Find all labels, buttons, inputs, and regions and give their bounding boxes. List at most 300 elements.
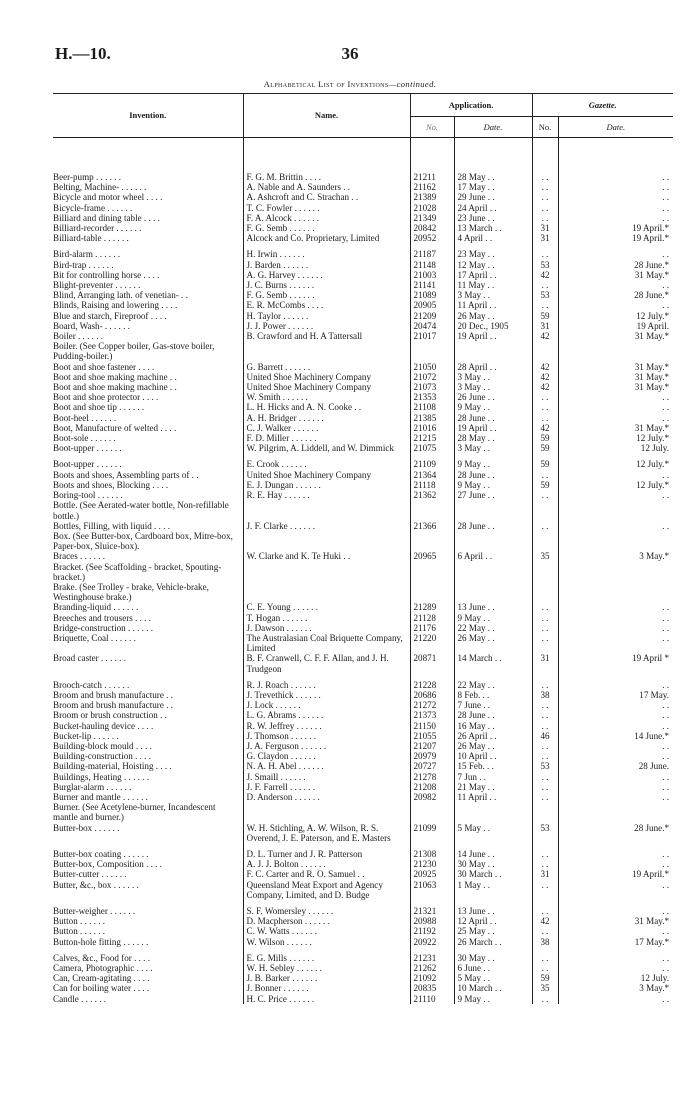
gazette-number-cell <box>532 802 558 822</box>
application-number-cell: 21228 <box>410 674 454 690</box>
application-date-cell: 6 April . . <box>454 551 532 561</box>
invention-cell: Board, Wash- . . . . . . <box>53 320 130 331</box>
name-cell: D. Macpherson . . . . . . <box>243 916 410 926</box>
table-row <box>53 582 673 602</box>
invention-cell: Bottle. (See Aerated-water bottle, Non-refillable bottle.) <box>53 500 229 521</box>
invention-cell: Boot and shoe protector . . . . <box>53 392 159 403</box>
table-row <box>53 203 673 213</box>
gazette-date-cell: 31 May.* <box>558 916 673 926</box>
gazette-number-cell: . . <box>532 926 558 936</box>
invention-cell: Bucket-hauling device . . . . <box>53 720 154 731</box>
gazette-date-cell: . . <box>558 192 673 202</box>
application-number-cell: 21109 <box>410 453 454 469</box>
name-cell: L. G. Abrams . . . . . . <box>243 710 410 720</box>
table-row <box>53 802 673 822</box>
table-row <box>53 880 673 900</box>
application-number-cell: 21072 <box>410 372 454 382</box>
name-cell: A. J. J. Bolton . . . . . . <box>243 859 410 869</box>
application-date-cell: 26 March . . <box>454 937 532 947</box>
gazette-number-cell: . . <box>532 772 558 782</box>
application-number-cell: 21118 <box>410 480 454 490</box>
header-app-date: Date. <box>454 117 532 138</box>
name-cell: J. Lock . . . . . . <box>243 700 410 710</box>
header-invention: Invention. <box>53 94 243 138</box>
gazette-date-cell: 31 May.* <box>558 382 673 392</box>
invention-cell: Broom or brush construction . . <box>53 710 167 721</box>
invention-cell: Blight-preventer . . . . . . <box>53 280 141 291</box>
application-date-cell <box>454 500 532 520</box>
name-cell: H. Taylor . . . . . . <box>243 311 410 321</box>
gazette-number-cell: . . <box>532 859 558 869</box>
application-number-cell: 21162 <box>410 182 454 192</box>
gazette-date-cell: . . <box>558 700 673 710</box>
application-number-cell: 21278 <box>410 772 454 782</box>
name-cell: W. Wilson . . . . . . <box>243 937 410 947</box>
name-cell: E. R. McCombs . . . . <box>243 300 410 310</box>
table-row <box>53 947 673 963</box>
application-number-cell: 20988 <box>410 916 454 926</box>
gazette-number-cell: . . <box>532 521 558 531</box>
gazette-number-cell: . . <box>532 843 558 859</box>
invention-cell: Billiard-table . . . . . . <box>53 233 129 244</box>
invention-cell: Butter, &c., box . . . . . . <box>53 879 139 890</box>
name-cell <box>243 582 410 602</box>
name-cell: F. G. M. Brittin . . . . <box>243 138 410 183</box>
gazette-number-cell: 42 <box>532 423 558 433</box>
name-cell: J. Bonner . . . . . . <box>243 983 410 993</box>
gazette-date-cell: . . <box>558 138 673 183</box>
name-cell: United Shoe Machinery Company <box>243 470 410 480</box>
gazette-date-cell: . . <box>558 613 673 623</box>
table-body <box>53 138 673 1004</box>
application-date-cell: 25 May . . <box>454 926 532 936</box>
table-row <box>53 182 673 192</box>
gazette-date-cell: 14 June.* <box>558 731 673 741</box>
table-row <box>53 602 673 612</box>
gazette-date-cell: . . <box>558 782 673 792</box>
application-number-cell: 21050 <box>410 362 454 372</box>
gazette-number-cell: 31 <box>532 223 558 233</box>
name-cell: F. G. Semb . . . . . . <box>243 290 410 300</box>
gazette-date-cell: . . <box>558 859 673 869</box>
table-row <box>53 402 673 412</box>
name-cell: E. G. Mills . . . . . . <box>243 947 410 963</box>
gazette-number-cell: . . <box>532 994 558 1004</box>
table-row <box>53 761 673 771</box>
application-number-cell: 21028 <box>410 203 454 213</box>
invention-cell: Bicycle-frame . . . . . . <box>53 202 133 213</box>
application-number-cell: 20842 <box>410 223 454 233</box>
table-row <box>53 983 673 993</box>
gazette-number-cell: 35 <box>532 551 558 561</box>
application-date-cell: 17 April . . <box>454 270 532 280</box>
table-row <box>53 973 673 983</box>
gazette-number-cell: 59 <box>532 311 558 321</box>
table-row <box>53 300 673 310</box>
table-row <box>53 674 673 690</box>
application-date-cell: 28 June . . <box>454 710 532 720</box>
application-number-cell: 20965 <box>410 551 454 561</box>
application-date-cell: 28 May . . <box>454 433 532 443</box>
application-date-cell: 26 May . . <box>454 741 532 751</box>
gazette-date-cell: 3 May.* <box>558 983 673 993</box>
table-row <box>53 362 673 372</box>
header-app-no: No. <box>410 117 454 138</box>
table-row <box>53 233 673 243</box>
table-row <box>53 341 673 361</box>
application-number-cell: 21150 <box>410 721 454 731</box>
application-date-cell: 29 June . . <box>454 192 532 202</box>
gazette-date-cell: . . <box>558 203 673 213</box>
table-row <box>53 900 673 916</box>
application-number-cell: 21308 <box>410 843 454 859</box>
application-date-cell: 19 April . . <box>454 423 532 433</box>
gazette-number-cell: . . <box>532 880 558 900</box>
application-date-cell: 23 June . . <box>454 213 532 223</box>
gazette-date-cell: . . <box>558 772 673 782</box>
table-row <box>53 531 673 551</box>
table-row <box>53 270 673 280</box>
application-date-cell: 13 June . . <box>454 900 532 916</box>
invention-cell: Briquette, Coal . . . . . . <box>53 632 136 643</box>
application-number-cell: 21017 <box>410 331 454 341</box>
table-row <box>53 963 673 973</box>
invention-cell: Boot and shoe making machine . . <box>53 371 177 382</box>
application-date-cell: 3 May . . <box>454 290 532 300</box>
gazette-date-cell: . . <box>558 413 673 423</box>
application-number-cell: 21073 <box>410 382 454 392</box>
gazette-date-cell: 19 April * <box>558 653 673 673</box>
name-cell: J. B. Barker . . . . . . <box>243 973 410 983</box>
name-cell: J. Trevethick . . . . . . <box>243 690 410 700</box>
application-number-cell: 21075 <box>410 443 454 453</box>
table-row <box>53 551 673 561</box>
table-row <box>53 521 673 531</box>
gazette-date-cell: 19 April. <box>558 321 673 331</box>
application-date-cell: 24 April . . <box>454 203 532 213</box>
name-cell: J. J. Power . . . . . . <box>243 321 410 331</box>
table-row <box>53 280 673 290</box>
application-date-cell: 28 June . . <box>454 470 532 480</box>
name-cell <box>243 562 410 582</box>
table-row <box>53 710 673 720</box>
application-number-cell: 21092 <box>410 973 454 983</box>
gazette-date-cell <box>558 562 673 582</box>
name-cell: W. H. Sebley . . . . . . <box>243 963 410 973</box>
name-cell: C. J. Walker . . . . . . <box>243 423 410 433</box>
application-number-cell: 21349 <box>410 213 454 223</box>
application-number-cell <box>410 531 454 551</box>
application-date-cell: 13 June . . <box>454 602 532 612</box>
name-cell <box>243 500 410 520</box>
gazette-date-cell <box>558 802 673 822</box>
application-date-cell: 5 May . . <box>454 823 532 843</box>
application-number-cell: 21362 <box>410 490 454 500</box>
application-number-cell <box>410 341 454 361</box>
gazette-date-cell: 12 July.* <box>558 480 673 490</box>
gazette-date-cell: . . <box>558 721 673 731</box>
gazette-number-cell: . . <box>532 243 558 259</box>
name-cell <box>243 341 410 361</box>
application-number-cell: 20952 <box>410 233 454 243</box>
gazette-number-cell: 38 <box>532 937 558 947</box>
gazette-date-cell: 12 July.* <box>558 311 673 321</box>
application-date-cell <box>454 582 532 602</box>
gazette-number-cell: 38 <box>532 690 558 700</box>
application-date-cell: 30 May . . <box>454 947 532 963</box>
application-date-cell: 28 May . . <box>454 138 532 183</box>
gazette-date-cell: . . <box>558 674 673 690</box>
application-number-cell <box>410 802 454 822</box>
table-row <box>53 823 673 843</box>
invention-cell: Broad caster . . . . . . <box>53 653 126 664</box>
invention-cell: Bridge-construction . . . . . . <box>53 622 154 633</box>
invention-cell: Bottles, Filling, with liquid . . . . <box>53 520 170 531</box>
gazette-number-cell <box>532 562 558 582</box>
application-date-cell: 30 March . . <box>454 869 532 879</box>
subtitle-continued: —continued. <box>388 79 437 89</box>
name-cell: J. Barden . . . . . . <box>243 260 410 270</box>
name-cell: F. D. Miller . . . . . . <box>243 433 410 443</box>
invention-cell: Brooch-catch . . . . . . <box>53 679 130 690</box>
invention-cell: Button-hole fitting . . . . . . <box>53 936 149 947</box>
gazette-number-cell: 59 <box>532 433 558 443</box>
invention-cell: Boot-upper . . . . . . <box>53 459 122 470</box>
application-number-cell: 21215 <box>410 433 454 443</box>
application-number-cell: 21176 <box>410 623 454 633</box>
table-row <box>53 916 673 926</box>
name-cell: J. Dawson . . . . . . <box>243 623 410 633</box>
application-number-cell: 21389 <box>410 192 454 202</box>
name-cell: T. C. Fowler . . . . . . <box>243 203 410 213</box>
application-number-cell: 21141 <box>410 280 454 290</box>
gazette-date-cell: 19 April.* <box>558 223 673 233</box>
application-date-cell <box>454 562 532 582</box>
gazette-number-cell: . . <box>532 392 558 402</box>
gazette-number-cell: 59 <box>532 480 558 490</box>
application-date-cell: 28 April . . <box>454 362 532 372</box>
gazette-date-cell: 19 April.* <box>558 869 673 879</box>
gazette-number-cell: 59 <box>532 973 558 983</box>
table-row <box>53 741 673 751</box>
invention-cell: Burner and mantle . . . . . . <box>53 791 148 802</box>
invention-cell: Branding-liquid . . . . . . <box>53 602 139 613</box>
invention-cell: Boots and shoes, Blocking . . . . <box>53 479 169 490</box>
application-number-cell: 21321 <box>410 900 454 916</box>
gazette-number-cell: . . <box>532 490 558 500</box>
gazette-date-cell: 28 June. <box>558 761 673 771</box>
application-date-cell: 7 Jun . . <box>454 772 532 782</box>
gazette-date-cell: 12 July.* <box>558 433 673 443</box>
table-row <box>53 843 673 859</box>
invention-cell: Braces . . . . . . <box>53 551 106 562</box>
gazette-number-cell: . . <box>532 963 558 973</box>
gazette-number-cell: . . <box>532 792 558 802</box>
table-row <box>53 423 673 433</box>
table-row <box>53 859 673 869</box>
table-row <box>53 311 673 321</box>
name-cell: United Shoe Machinery Company <box>243 372 410 382</box>
gazette-number-cell: 42 <box>532 270 558 280</box>
name-cell: J. C. Burns . . . . . . <box>243 280 410 290</box>
invention-cell: Bird-alarm . . . . . . <box>53 249 121 260</box>
gazette-date-cell: 17 May.* <box>558 937 673 947</box>
application-date-cell: 16 May . . <box>454 721 532 731</box>
gazette-date-cell: 31 May.* <box>558 362 673 372</box>
application-date-cell <box>454 802 532 822</box>
table-row <box>53 413 673 423</box>
invention-cell: Broom and brush manufacture . . <box>53 700 173 711</box>
application-date-cell: 26 May . . <box>454 311 532 321</box>
name-cell: B. Crawford and H. A Tattersall <box>243 331 410 341</box>
application-number-cell: 21148 <box>410 260 454 270</box>
table-row <box>53 792 673 802</box>
application-number-cell: 20925 <box>410 869 454 879</box>
application-date-cell: 27 June . . <box>454 490 532 500</box>
page-number: 36 <box>341 44 359 63</box>
table-row <box>53 772 673 782</box>
application-date-cell: 13 March . . <box>454 223 532 233</box>
invention-cell: Butter-box . . . . . . <box>53 822 120 833</box>
table-row <box>53 751 673 761</box>
name-cell: G. Claydon . . . . . . <box>243 751 410 761</box>
header-application: Application. <box>410 94 532 117</box>
name-cell: United Shoe Machinery Company <box>243 382 410 392</box>
application-number-cell: 21208 <box>410 782 454 792</box>
application-date-cell <box>454 531 532 551</box>
gazette-date-cell: 31 May.* <box>558 372 673 382</box>
invention-cell: Bicycle and motor wheel . . . . <box>53 192 163 203</box>
gazette-number-cell: 53 <box>532 823 558 843</box>
application-number-cell: 21110 <box>410 994 454 1004</box>
invention-cell: Calves, &c., Food for . . . . <box>53 952 150 963</box>
gazette-number-cell: 53 <box>532 290 558 300</box>
invention-cell: Beer-pump . . . . . . <box>53 172 122 182</box>
application-number-cell: 21055 <box>410 731 454 741</box>
gazette-date-cell: . . <box>558 182 673 192</box>
application-number-cell: 21262 <box>410 963 454 973</box>
application-date-cell: 10 March . . <box>454 983 532 993</box>
name-cell: R. W. Jeffrey . . . . . . <box>243 721 410 731</box>
application-date-cell: 19 April . . <box>454 331 532 341</box>
application-date-cell: 28 June . . <box>454 521 532 531</box>
gazette-number-cell: . . <box>532 138 558 183</box>
name-cell: F. C. Carter and R. O. Samuel . . <box>243 869 410 879</box>
table-row <box>53 731 673 741</box>
gazette-date-cell: . . <box>558 300 673 310</box>
application-number-cell: 21128 <box>410 613 454 623</box>
application-date-cell: 9 May . . <box>454 402 532 412</box>
name-cell: F. G. Semb . . . . . . <box>243 223 410 233</box>
invention-cell: Boot-upper . . . . . . <box>53 443 122 454</box>
application-date-cell: 9 May . . <box>454 994 532 1004</box>
application-number-cell: 21289 <box>410 602 454 612</box>
invention-cell: Broom and brush manufacture . . <box>53 689 173 700</box>
gazette-date-cell: . . <box>558 994 673 1004</box>
inventions-table <box>53 93 673 1004</box>
header-gazette-no: No. <box>532 117 558 138</box>
table-row <box>53 443 673 453</box>
gazette-date-cell: . . <box>558 243 673 259</box>
invention-cell: Bucket-lip . . . . . . <box>53 730 119 741</box>
invention-cell: Boot, Manufacture of welted . . . . <box>53 422 177 433</box>
table-row <box>53 321 673 331</box>
application-date-cell: 9 May . . <box>454 453 532 469</box>
page-subtitle <box>0 79 700 89</box>
name-cell: R. J. Roach . . . . . . <box>243 674 410 690</box>
gazette-number-cell <box>532 341 558 361</box>
gazette-number-cell: 42 <box>532 382 558 392</box>
application-number-cell <box>410 582 454 602</box>
application-date-cell: 12 May . . <box>454 260 532 270</box>
invention-cell: Butter-cutter . . . . . . <box>53 869 127 880</box>
gazette-date-cell: . . <box>558 402 673 412</box>
invention-cell: Burglar-alarm . . . . . . <box>53 781 132 792</box>
application-number-cell: 20727 <box>410 761 454 771</box>
header-name: Name. <box>243 94 410 138</box>
gazette-number-cell: . . <box>532 900 558 916</box>
gazette-date-cell: . . <box>558 470 673 480</box>
name-cell: J. A. Ferguson . . . . . . <box>243 741 410 751</box>
invention-cell: Billiard and dining table . . . . <box>53 212 160 223</box>
invention-cell: Bit for controlling horse . . . . <box>53 269 160 280</box>
gazette-number-cell: 46 <box>532 731 558 741</box>
gazette-date-cell: . . <box>558 521 673 531</box>
application-date-cell: 14 June . . <box>454 843 532 859</box>
application-number-cell: 20979 <box>410 751 454 761</box>
name-cell: T. Hogan . . . . . . <box>243 613 410 623</box>
gazette-date-cell: . . <box>558 880 673 900</box>
gazette-number-cell: 53 <box>532 761 558 771</box>
gazette-date-cell: . . <box>558 213 673 223</box>
name-cell: C. W. Watts . . . . . . <box>243 926 410 936</box>
gazette-number-cell: . . <box>532 741 558 751</box>
invention-cell: Billiard-recorder . . . . . . <box>53 223 142 234</box>
table-row <box>53 500 673 520</box>
table-row <box>53 490 673 500</box>
table-row <box>53 223 673 233</box>
gazette-number-cell: . . <box>532 470 558 480</box>
application-number-cell: 21187 <box>410 243 454 259</box>
gazette-date-cell: . . <box>558 623 673 633</box>
gazette-date-cell: . . <box>558 947 673 963</box>
table-row <box>53 331 673 341</box>
invention-cell: Button . . . . . . <box>53 926 106 937</box>
table-row <box>53 290 673 300</box>
table-row <box>53 926 673 936</box>
gazette-date-cell <box>558 531 673 551</box>
name-cell: J. F. Farrell . . . . . . <box>243 782 410 792</box>
application-date-cell: 10 April . . <box>454 751 532 761</box>
table-row <box>53 138 673 183</box>
application-date-cell: 11 April . . <box>454 792 532 802</box>
application-number-cell: 21003 <box>410 270 454 280</box>
invention-cell: Boot and shoe making machine . . <box>53 382 177 393</box>
document-reference: H.—10. <box>55 44 111 63</box>
application-number-cell: 21272 <box>410 700 454 710</box>
invention-cell: Belting, Machine- . . . . . . <box>53 182 147 193</box>
table-row <box>53 382 673 392</box>
table-row <box>53 470 673 480</box>
name-cell: A. Ashcroft and C. Strachan . . <box>243 192 410 202</box>
gazette-date-cell: . . <box>558 792 673 802</box>
name-cell <box>243 531 410 551</box>
name-cell: C. E. Young . . . . . . <box>243 602 410 612</box>
invention-cell: Boot-sole . . . . . . <box>53 433 116 444</box>
table-row <box>53 433 673 443</box>
name-cell: H. C. Price . . . . . . <box>243 994 410 1004</box>
gazette-date-cell: . . <box>558 843 673 859</box>
